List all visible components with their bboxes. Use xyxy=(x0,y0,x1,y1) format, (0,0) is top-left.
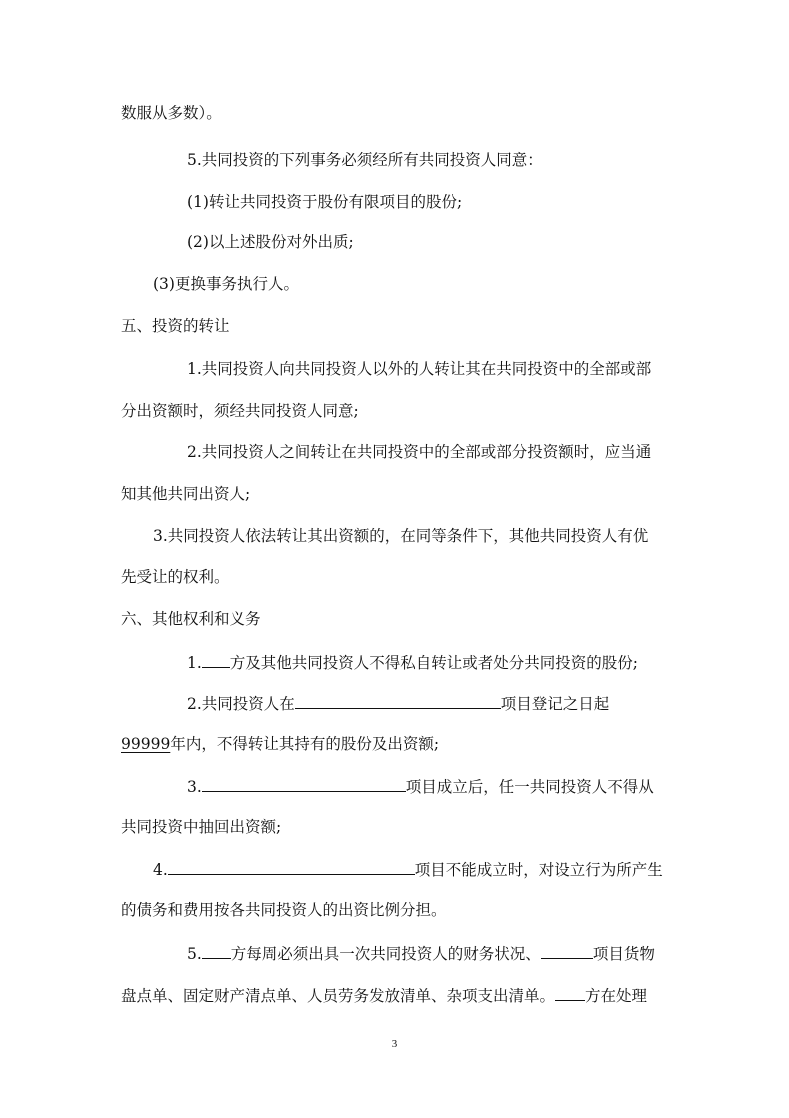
blank-field[interactable] xyxy=(202,775,406,792)
rights-clause-2-cont xyxy=(121,734,439,754)
transfer-clause-2-cont: 知其他共同出资人; xyxy=(121,485,251,503)
transfer-clause-1-cont: 分出资额时，须经共同投资人同意; xyxy=(121,402,359,420)
transfer-clause-1: 1.共同投资人向共同投资人以外的人转让其在共同投资中的全部或部 xyxy=(187,360,652,378)
blank-field[interactable] xyxy=(202,651,230,668)
blank-field[interactable] xyxy=(555,984,585,1001)
rights-clause-1 xyxy=(187,651,638,673)
clause-5-item-2: (2)以上述股份对外出质; xyxy=(187,233,354,251)
blank-field[interactable] xyxy=(295,692,501,709)
rights-clause-2 xyxy=(187,692,609,714)
clause-text: 盘点单、固定财产清点单、人员劳务发放清单、杂项支出清单。 xyxy=(121,987,556,1005)
transfer-clause-2: 2.共同投资人之间转让在共同投资中的全部或部分投资额时，应当通 xyxy=(187,443,652,461)
clause-text: 项目成立后，任一共同投资人不得从 xyxy=(405,778,654,796)
clause-5-heading: 5.共同投资的下列事务必须经所有共同投资人同意： xyxy=(187,151,543,169)
rights-clause-3-cont: 共同投资中抽回出资额; xyxy=(121,818,282,836)
clause-text: 年内，不得转让其持有的股份及出资额; xyxy=(170,735,440,753)
blank-field[interactable] xyxy=(541,942,593,959)
clause-text: 2.共同投资人在 xyxy=(187,695,295,713)
rights-clause-5 xyxy=(187,942,655,964)
rights-clause-4-cont: 的债务和费用按各共同投资人的出资比例分担。 xyxy=(121,901,447,919)
transfer-clause-3: 3.共同投资人依法转让其出资额的，在同等条件下，其他共同投资人有优 xyxy=(153,527,649,545)
rights-clause-4 xyxy=(153,858,663,880)
clause-number: 3. xyxy=(187,778,202,796)
clause-text: 项目不能成立时，对设立行为所产生 xyxy=(414,861,663,879)
transfer-clause-3-cont: 先受让的权利。 xyxy=(121,568,230,586)
rights-clause-3 xyxy=(187,775,654,797)
clause-text: 方每周必须出具一次共同投资人的财务状况、 xyxy=(230,945,541,963)
clause-number: 4. xyxy=(153,861,168,879)
clause-number: 5. xyxy=(187,945,202,963)
clause-5-item-3: (3)更换事务执行人。 xyxy=(153,275,299,293)
section-heading-rights: 六、其他权利和义务 xyxy=(121,610,261,628)
filled-value: 99999 xyxy=(121,735,171,753)
clause-number: 1. xyxy=(187,654,202,672)
clause-text: 方在处理 xyxy=(585,987,648,1005)
rights-clause-5-cont xyxy=(121,984,647,1006)
section-heading-transfer: 五、投资的转让 xyxy=(121,317,230,335)
clause-text: 项目货物 xyxy=(592,945,655,963)
clause-5-item-1: (1)转让共同投资于股份有限项目的股份; xyxy=(187,193,463,211)
clause-text: 方及其他共同投资人不得私自转让或者处分共同投资的股份; xyxy=(229,654,639,672)
blank-field[interactable] xyxy=(168,858,415,875)
page-number: 3 xyxy=(391,1038,398,1050)
clause-text: 项目登记之日起 xyxy=(500,695,610,713)
blank-field[interactable] xyxy=(202,942,231,959)
paragraph-line: 数服从多数）。 xyxy=(121,104,222,122)
